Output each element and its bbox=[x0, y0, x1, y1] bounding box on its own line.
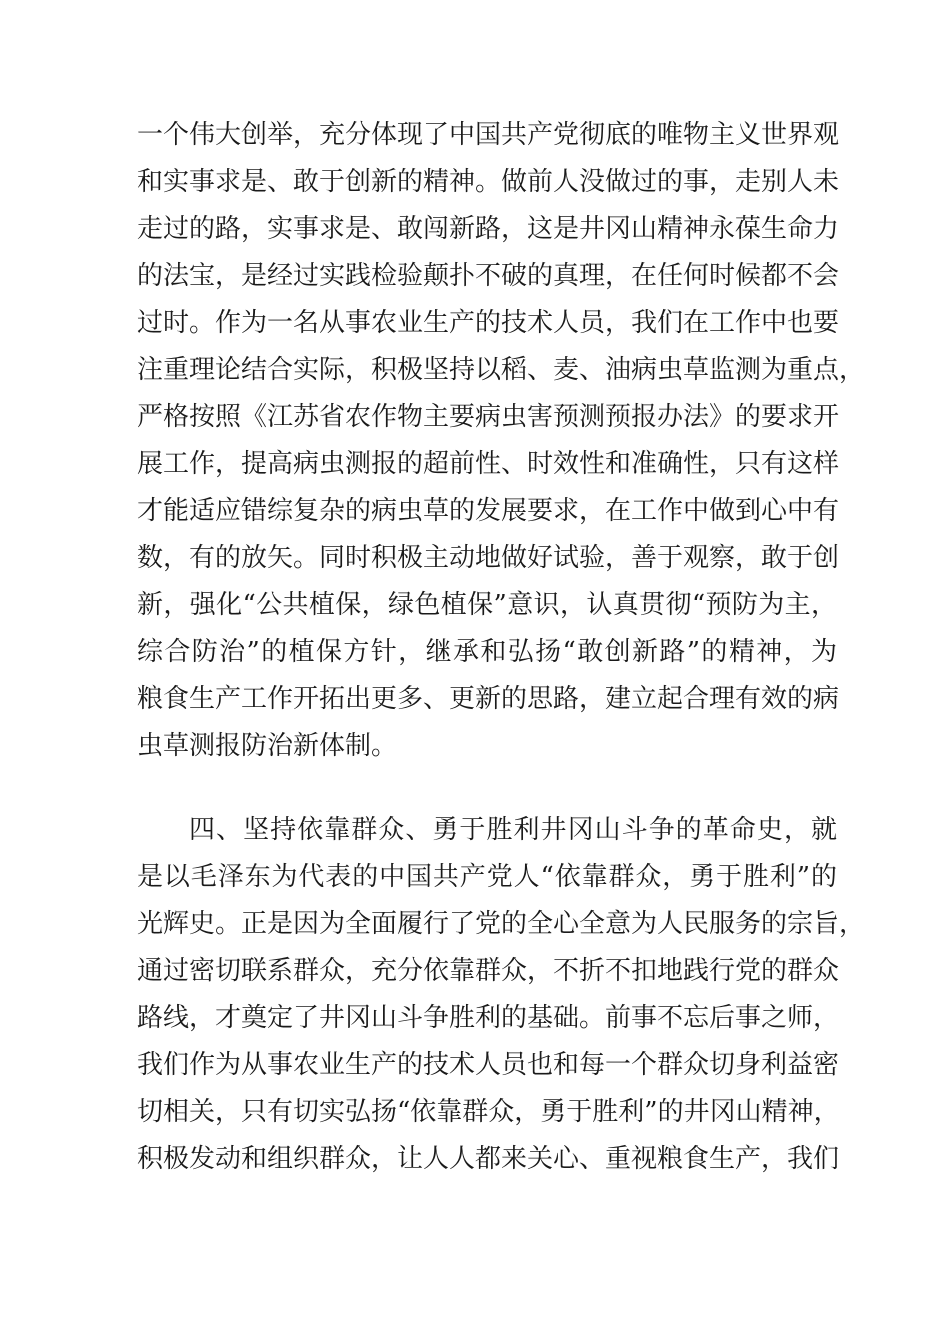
text-line: 新，强化“公共植保，绿色植保”意识，认真贯彻“预防为主， bbox=[137, 590, 837, 620]
text-line: 综合防治”的植保方针，继承和弘扬“敢创新路”的精神，为 bbox=[137, 637, 837, 667]
text-line: 才能适应错综复杂的病虫草的发展要求，在工作中做到心中有 bbox=[137, 496, 840, 526]
text-line: 数，有的放矢。同时积极主动地做好试验，善于观察，敢于创 bbox=[137, 543, 840, 573]
text-line: 路线，才奠定了井冈山斗争胜利的基础。前事不忘后事之师， bbox=[137, 1003, 840, 1033]
text-line: 是以毛泽东为代表的中国共产党人“依靠群众，勇于胜利”的 bbox=[137, 862, 837, 892]
text-line: 粮食生产工作开拓出更多、更新的思路，建立起合理有效的病 bbox=[137, 684, 840, 714]
text-line: 通过密切联系群众，充分依靠群众，不折不扣地践行党的群众 bbox=[137, 956, 840, 986]
text-line: 四、坚持依靠群众、勇于胜利井冈山斗争的革命史，就 bbox=[189, 815, 837, 845]
text-line: 展工作，提高病虫测报的超前性、时效性和准确性，只有这样 bbox=[137, 449, 840, 479]
text-line: 积极发动和组织群众，让人人都来关心、重视粮食生产，我们 bbox=[137, 1144, 840, 1174]
text-line: 一个伟大创举，充分体现了中国共产党彻底的唯物主义世界观 bbox=[137, 120, 840, 150]
text-line: 的法宝，是经过实践检验颠扑不破的真理，在任何时候都不会 bbox=[137, 261, 840, 291]
paragraph-rely-on-masses bbox=[137, 807, 866, 1183]
text-line: 走过的路，实事求是、敢闯新路，这是井冈山精神永葆生命力 bbox=[137, 214, 840, 244]
text-line: 切相关，只有切实弘扬“依靠群众，勇于胜利”的井冈山精神， bbox=[137, 1097, 840, 1127]
text-line: 过时。作为一名从事农业生产的技术人员，我们在工作中也要 bbox=[137, 308, 840, 338]
text-line: 我们作为从事农业生产的技术人员也和每一个群众切身利益密 bbox=[137, 1050, 840, 1080]
text-line: 严格按照《江苏省农作物主要病虫害预测预报办法》的要求开 bbox=[137, 402, 840, 432]
paragraph-innovation bbox=[137, 112, 866, 770]
text-line: 和实事求是、敢于创新的精神。做前人没做过的事，走别人未 bbox=[137, 167, 840, 197]
text-line: 注重理论结合实际，积极坚持以稻、麦、油病虫草监测为重点， bbox=[137, 355, 866, 385]
text-line: 光辉史。正是因为全面履行了党的全心全意为人民服务的宗旨， bbox=[137, 909, 866, 939]
text-line: 虫草测报防治新体制。 bbox=[137, 731, 398, 761]
